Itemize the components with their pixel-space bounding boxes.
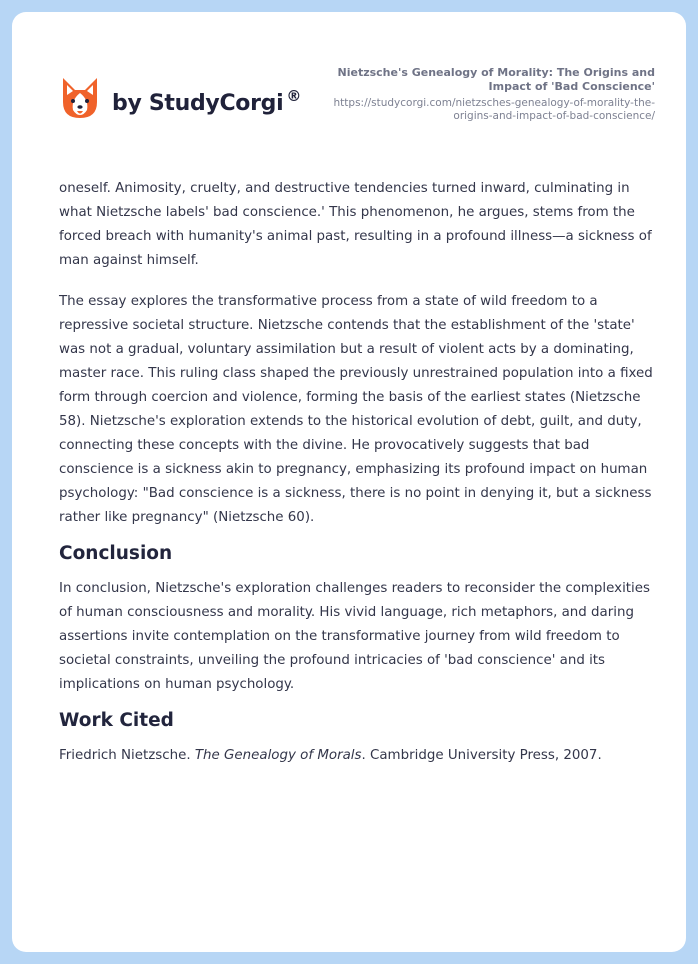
works-cited-heading: Work Cited [59,710,174,731]
corgi-logo-icon [60,76,100,122]
citation-publisher: . Cambridge University Press, 2007. [361,748,602,763]
body-paragraph: The essay explores the transformative process from a state of wild freedom to a repressive societal structure. Nietzsche contends that the establishment of the 'state' was not a gradual, voluntary assimilation but a result of violent acts by a dominating, master race. This ruling class shaped the previously unrestrained population into a fixed form through coercion and violence, forming the basis of the earliest states (Nietzsche 58). Nietzsche's exploration extends to the historical evolution of debt, guilt, and duty, connecting these concepts with the divine. He provocatively suggests that bad conscience is a sickness akin to pregnancy, emphasizing its profound impact on human psychology: "Bad conscience is a sickness, there is no point in denying it, but a sickness rather like pregnancy" (Nietzsche 60). [59,294,653,525]
citation-entry [59,744,659,768]
brand-name: by StudyCorgi ® [112,86,302,116]
citation-book-title: The Genealogy of Morals [194,748,362,763]
document-page [12,12,686,952]
citation-author: Friedrich Nietzsche. [59,748,195,763]
registered-mark: ® [286,86,302,105]
body-paragraph: oneself. Animosity, cruelty, and destructive tendencies turned inward, culminating in what Nietzsche labels' bad conscience.' This phenomenon, he argues, stems from the forced breach with humanity's animal past, resulting in a profound illness—a sickness of man against himself. [59,181,652,268]
studycorgi-logo[interactable] [60,76,301,122]
document-header [295,66,655,123]
document-title: Nietzsche's Genealogy of Morality: The Origins and Impact of 'Bad Conscience' [337,66,655,93]
document-url[interactable]: https://studycorgi.com/nietzsches-genealogy-of-morality-the-origins-and-impact-of-bad-conscience/ [333,97,655,122]
conclusion-heading: Conclusion [59,543,173,564]
essay-body [59,177,659,768]
conclusion-paragraph: In conclusion, Nietzsche's exploration challenges readers to reconsider the complexities of human consciousness and morality. His vivid language, rich metaphors, and daring assertions invite contemplation on the transformative journey from wild freedom to societal constraints, unveiling the profound intricacies of 'bad conscience' and its implications on human psychology. [59,581,650,692]
